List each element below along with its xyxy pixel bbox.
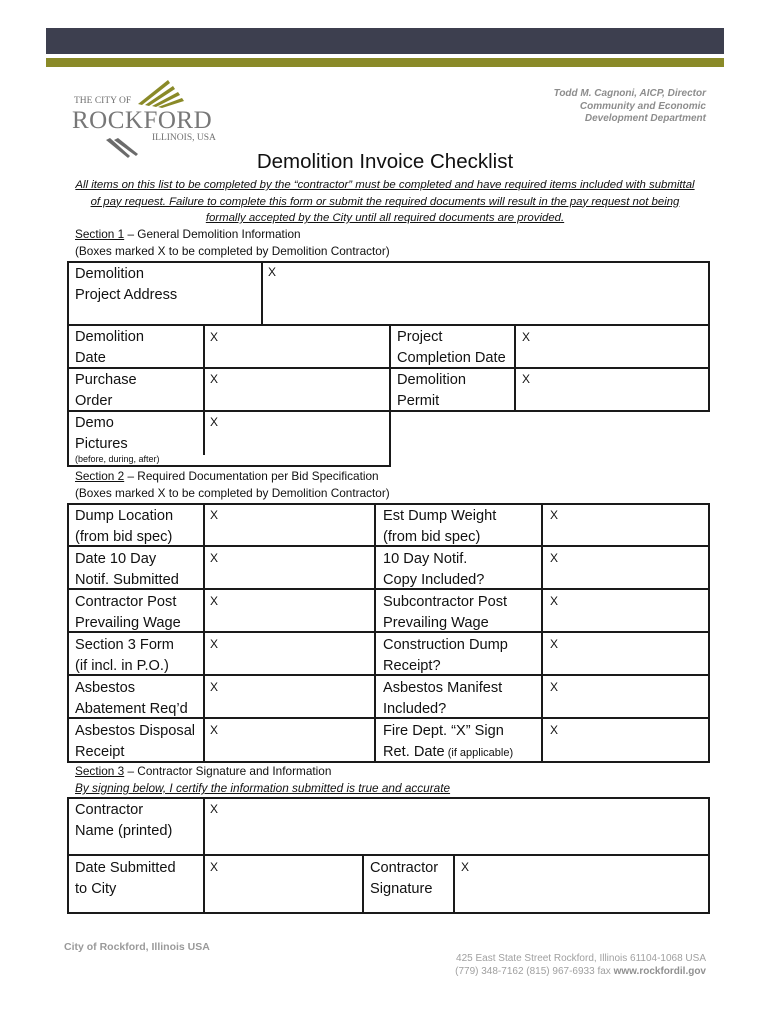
demo-pictures-note: (before, during, after) (75, 454, 160, 464)
divider (374, 503, 376, 763)
dump-location-label: Dump Location (from bid spec) (75, 508, 174, 545)
asbestos-disposal-field[interactable]: X (210, 723, 219, 737)
city-logo (70, 78, 230, 158)
footer-city: City of Rockford, Illinois USA (64, 941, 210, 953)
dump-receipt-label: Construction Dump Receipt? (383, 637, 508, 674)
demo-pictures-label: Demo Pictures (75, 415, 128, 452)
notif-copy-field[interactable]: X (550, 551, 559, 565)
dept-line-3: Development Department (584, 113, 706, 124)
asbestos-abatement-label: Asbestos Abatement Req’d (75, 680, 188, 717)
footer-phone: (779) 348-7162 (815) 967-6933 fax (455, 965, 611, 977)
section1-note: (Boxes marked X to be completed by Demolition Contractor) (75, 244, 390, 258)
section2-label: Section 2 (75, 469, 125, 483)
divider (203, 503, 205, 763)
contractor-wage-field[interactable]: X (210, 594, 219, 608)
section3-form-field[interactable]: X (210, 637, 219, 651)
contractor-name-label: Contractor Name (printed) (75, 802, 173, 839)
logo-text-bottom: ILLINOIS, USA (152, 133, 216, 143)
fire-dept-sign-field[interactable]: X (550, 723, 559, 737)
date-submitted-field[interactable]: X (210, 860, 219, 874)
completion-date-field[interactable]: X (522, 330, 531, 344)
contractor-wage-label: Contractor Post Prevailing Wage (75, 594, 181, 631)
section2-note: (Boxes marked X to be completed by Demolition Contractor) (75, 486, 390, 500)
footer-address: 425 East State Street Rockford, Illinois 61104-1068 USA (456, 953, 706, 964)
header-accent-bar (46, 58, 724, 67)
header-dark-bar (46, 28, 724, 54)
logo-text-top: THE CITY OF (74, 96, 132, 106)
divider (514, 324, 516, 412)
demolition-date-field[interactable]: X (210, 330, 219, 344)
asbestos-manifest-field[interactable]: X (550, 680, 559, 694)
footer-contact (455, 953, 706, 978)
section1-label: Section 1 (75, 227, 125, 241)
purchase-order-label: Purchase Order (75, 372, 137, 409)
completion-date-label: Project Completion Date (397, 329, 506, 366)
logo-text-main: ROCKFORD (72, 107, 213, 134)
divider (541, 503, 543, 763)
section3-title: – Contractor Signature and Information (124, 764, 332, 778)
project-address-label: Demolition Project Address (75, 266, 178, 303)
section3-heading (75, 763, 331, 780)
demo-pictures-field[interactable]: X (210, 415, 219, 429)
logo-graphic (70, 78, 230, 158)
contractor-signature-field[interactable]: X (461, 860, 470, 874)
contractor-name-field[interactable]: X (210, 802, 219, 816)
asbestos-abatement-field[interactable]: X (210, 680, 219, 694)
section1-heading (75, 226, 301, 243)
intro-text: All items on this list to be completed by the “contractor” must be completed and have required items included with submittal of pay request. Failure to complete this form or submit the required documents will result in the pay request not being formally accepted by the City until all required documents are provided. (75, 179, 695, 224)
purchase-order-field[interactable]: X (210, 372, 219, 386)
divider (261, 261, 263, 326)
subcontractor-wage-label: Subcontractor Post Prevailing Wage (383, 594, 508, 631)
contractor-signature-label: Contractor Signature (370, 860, 439, 897)
dept-line-1: Todd M. Cagnoni, AICP, Director (553, 88, 706, 99)
dump-receipt-field[interactable]: X (550, 637, 559, 651)
divider (362, 854, 364, 914)
section3-form-label: Section 3 Form (if incl. in P.O.) (75, 637, 174, 674)
date-submitted-label: Date Submitted to City (75, 860, 176, 897)
demolition-permit-label: Demolition Permit (397, 372, 466, 409)
demolition-date-label: Demolition Date (75, 329, 144, 366)
section2-heading (75, 468, 379, 485)
divider (453, 854, 455, 914)
section2-title: – Required Documentation per Bid Specification (124, 469, 379, 483)
project-address-field[interactable]: X (268, 265, 277, 279)
footer-website-link[interactable]: www.rockfordil.gov (613, 965, 706, 977)
est-dump-weight-label: Est Dump Weight (from bid spec) (383, 508, 497, 545)
dept-line-2: Community and Economic (579, 100, 706, 112)
section1-title: – General Demolition Information (124, 227, 301, 241)
est-dump-weight-field[interactable]: X (550, 508, 559, 522)
divider (203, 797, 205, 914)
department-info (554, 88, 706, 126)
asbestos-manifest-label: Asbestos Manifest Included? (383, 680, 503, 717)
notif-copy-label: 10 Day Notif. Copy Included? (383, 551, 485, 588)
notif-submitted-label: Date 10 Day Notif. Submitted (75, 551, 179, 588)
document-title: Demolition Invoice Checklist (256, 150, 514, 173)
asbestos-disposal-label: Asbestos Disposal Receipt (75, 723, 196, 760)
section3-label: Section 3 (75, 764, 125, 778)
notif-submitted-field[interactable]: X (210, 551, 219, 565)
fire-dept-sign-label: Fire Dept. “X” Sign Ret. Date (if applicable) (383, 723, 514, 760)
dump-location-field[interactable]: X (210, 508, 219, 522)
certify-statement: By signing below, I certify the information submitted is true and accurate (75, 781, 451, 795)
demolition-permit-field[interactable]: X (522, 372, 531, 386)
divider (67, 854, 710, 856)
subcontractor-wage-field[interactable]: X (550, 594, 559, 608)
